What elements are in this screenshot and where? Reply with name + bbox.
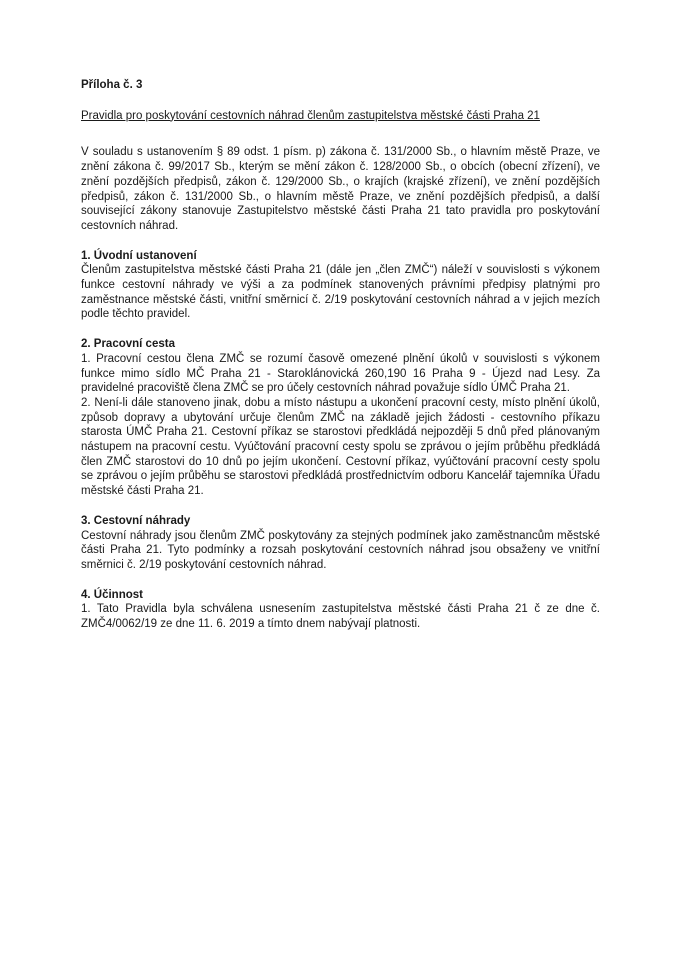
section-ucinnost [81, 588, 600, 632]
section-pracovni-cesta [81, 337, 600, 499]
section-uvodni-ustanoveni [81, 249, 600, 323]
section-paragraph: 1. Pracovní cestou člena ZMČ se rozumí časově omezené plnění úkolů v souvislosti s výkonem funkce mimo sídlo MČ Praha 21 - Staroklánovická 260,190 16 Praha 9 - Újezd nad Lesy. Za pravidelné pracoviště člena ZMČ se pro účely cestovních náhrad považuje sídlo ÚMČ Praha 21. [81, 352, 600, 395]
section-paragraph: Cestovní náhrady jsou členům ZMČ poskytovány za stejných podmínek jako zaměstnancům městské části Praha 21. Tyto podmínky a rozsah poskytování cestovních náhrad jsou obsaženy ve vnitřní směrnici č. 2/19 poskytování cestovních náhrad. [81, 529, 600, 571]
intro-paragraph: V souladu s ustanovením § 89 odst. 1 písm. p) zákona č. 131/2000 Sb., o hlavním městě Praze, ve znění zákona č. 99/2017 Sb., kterým se mění zákon č. 128/2000 Sb., o obcích (obecní zřízení), ve znění pozdějších předpisů, zákon č. 129/2000 Sb., o krajích (krajské zřízení), ve znění pozdějších předpisů, zákon č. 131/2000 Sb., o hlavním městě Praze, ve znění pozdějších předpisů, a další související zákony stanovuje Zastupitelstvo městské části Praha 21 tato pravidla pro poskytování cestovních náhrad. [81, 146, 600, 232]
section-paragraph: 1. Tato Pravidla byla schválena usnesením zastupitelstva městské části Praha 21 č ze dne č. ZMČ4/0062/19 ze dne 11. 6. 2019 a tímto dnem nabývají platnosti. [81, 603, 600, 631]
section-paragraph: 2. Není-li dále stanoveno jinak, dobu a místo nástupu a ukončení pracovní cesty, místo plnění úkolů, způsob dopravy a ubytování určuje členům ZMČ na základě jejich žádosti - cestovního příkazu starosta ÚMČ Praha 21. Cestovní příkaz se starostovi předkládá nejpozději 5 dnů před plánovaným nástupem na pracovní cestu. Vyúčtování pracovní cesty spolu se zprávou o jejím průběhu předkládá člen ZMČ starostovi do 10 dnů po jejím ukončení. Cestovní příkaz, vyúčtování pracovní cesty spolu se zprávou o jejím průběhu se starostovi předkládá prostřednictvím odboru Kancelář tajemníka Úřadu městské části Praha 21. [81, 396, 600, 498]
section-heading: 4. Účinnost [81, 588, 143, 601]
attachment-label: Příloha č. 3 [81, 79, 143, 91]
section-cestovni-nahrady [81, 514, 600, 573]
section-heading: 3. Cestovní náhrady [81, 514, 191, 527]
section-heading: 2. Pracovní cesta [81, 338, 175, 351]
document-title: Pravidla pro poskytování cestovních náhrad členům zastupitelstva městské části Praha 21 [81, 109, 540, 122]
section-heading: 1. Úvodní ustanovení [81, 249, 197, 262]
section-paragraph: Členům zastupitelstva městské části Praha 21 (dále jen „člen ZMČ“) náleží v souvislosti s výkonem funkce cestovní náhrady ve výši a za podmínek stanovených právními předpisy platnými pro zaměstnance městské části, vnitřní směrnicí č. 2/19 poskytování cestovních náhrad a v jejich mezích podle těchto pravidel. [81, 264, 600, 321]
